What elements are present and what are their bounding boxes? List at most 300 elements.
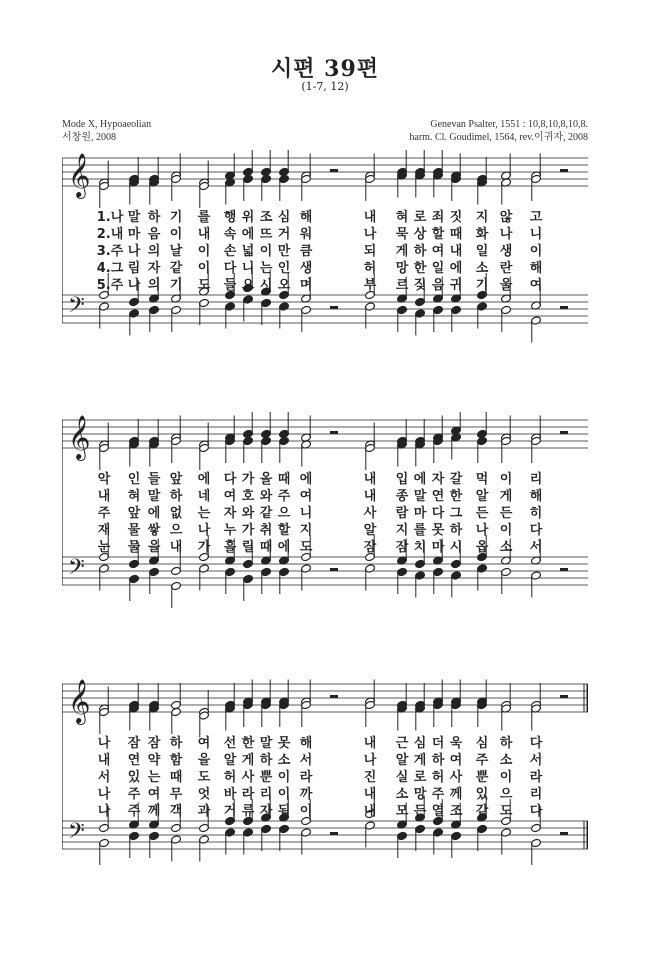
lyric-syllable: 짖	[413, 278, 427, 293]
lyric-syllable: 도	[197, 278, 211, 293]
lyric-syllable: 연	[431, 489, 445, 504]
lyric-syllable: 진	[363, 770, 377, 785]
note	[415, 571, 426, 598]
lyric-syllable: 오	[277, 278, 291, 293]
lyric-syllable: 해	[529, 261, 543, 276]
note	[477, 178, 488, 205]
lyric-syllable: 기	[475, 278, 489, 293]
lyric-syllable: 여	[147, 787, 161, 802]
note	[99, 181, 110, 208]
lyric-syllable: 다	[431, 506, 445, 521]
half-rest-icon	[330, 568, 338, 571]
verse-range: (1-7, 12)	[301, 80, 349, 93]
note	[225, 436, 236, 463]
note	[261, 150, 272, 177]
lyric-syllable: 리	[259, 787, 273, 802]
verse-line	[62, 519, 588, 536]
lyric-syllable: 게	[499, 489, 513, 504]
note	[199, 298, 210, 325]
lyric-syllable: 내	[363, 210, 377, 225]
lyric-syllable: 나	[475, 523, 489, 538]
verse-line	[62, 749, 588, 766]
lyric-syllable: 뿐	[475, 770, 489, 785]
note	[243, 574, 254, 601]
note	[279, 412, 290, 439]
lyric-syllable: 조	[259, 210, 273, 225]
note	[99, 302, 110, 329]
note	[477, 564, 488, 591]
note	[301, 416, 312, 443]
lyric-syllable: 조	[449, 804, 463, 819]
verse-line	[62, 257, 588, 274]
note	[129, 440, 140, 467]
lyric-syllable: 내	[197, 227, 211, 242]
lyric-syllable: 생	[299, 261, 313, 276]
harmonization-credit: harm. Cl. Goudimel, 1564, rev.이귀자, 2008	[409, 132, 588, 143]
note	[199, 443, 210, 470]
lyric-syllable: 소	[395, 787, 409, 802]
note	[199, 835, 210, 862]
note	[199, 564, 210, 591]
lyric-syllable: 가	[241, 523, 255, 538]
lyric-syllable: 서	[97, 770, 111, 785]
note	[99, 564, 110, 591]
lyric-syllable: 뜨	[259, 227, 273, 242]
lyric-syllable: 실	[395, 770, 409, 785]
note	[531, 838, 542, 865]
note	[397, 831, 408, 858]
lyric-syllable: 할	[277, 523, 291, 538]
lyric-syllable: 하	[259, 753, 273, 768]
lyric-syllable: 워	[299, 227, 313, 242]
lyric-syllable: 게	[395, 244, 409, 259]
note	[501, 828, 512, 855]
lyric-syllable: 에	[413, 472, 427, 487]
lyric-syllable: 자	[259, 804, 273, 819]
lyric-syllable: 를	[197, 210, 211, 225]
lyric-syllable: 으	[499, 787, 513, 802]
lyric-syllable: 사	[449, 770, 463, 785]
lyric-syllable: 일	[431, 261, 445, 276]
note	[477, 436, 488, 463]
lyric-syllable: 께	[147, 804, 161, 819]
lyric-syllable: 더	[431, 736, 445, 751]
lyric-syllable: 는	[259, 261, 273, 276]
lyric-syllable: 연	[127, 753, 141, 768]
note	[301, 305, 312, 332]
lyric-syllable: 말	[413, 489, 427, 504]
lyric-syllable: 일	[475, 244, 489, 259]
note	[433, 305, 444, 332]
lyric-syllable: 나	[363, 753, 377, 768]
lyric-syllable: 지	[395, 523, 409, 538]
lyric-syllable: 니	[529, 227, 543, 242]
lyric-syllable: 열	[431, 804, 445, 819]
lyric-syllable: 속	[223, 227, 237, 242]
lyric-syllable: 부	[363, 278, 377, 293]
lyric-syllable: 뿐	[259, 770, 273, 785]
treble-staff	[62, 412, 588, 470]
lyric-syllable: 다	[529, 736, 543, 751]
lyric-syllable: 심	[413, 736, 427, 751]
lyric-syllable: 음	[147, 227, 161, 242]
note	[171, 305, 182, 332]
lyric-syllable: 소	[499, 540, 513, 555]
lyric-syllable: 이	[197, 244, 211, 259]
lyric-syllable: 이	[277, 787, 291, 802]
note	[99, 443, 110, 470]
lyric-syllable: 나	[97, 736, 111, 751]
lyric-syllable: 누	[223, 523, 237, 538]
verse-line	[62, 502, 588, 519]
lyric-syllable: 죄	[431, 210, 445, 225]
note	[531, 316, 542, 343]
lyric-syllable: 허	[363, 261, 377, 276]
treble-staff	[62, 679, 588, 738]
lyric-syllable: 여	[431, 244, 445, 259]
note	[171, 683, 182, 710]
lyric-syllable: 나	[499, 227, 513, 242]
lyric-syllable: 이	[499, 472, 513, 487]
note	[243, 700, 254, 727]
lyric-syllable: 의	[147, 278, 161, 293]
note	[279, 150, 290, 177]
lyric-syllable: 에	[241, 227, 255, 242]
verse-line	[62, 468, 588, 485]
lyric-syllable: 들	[223, 278, 237, 293]
lyric-syllable: 이	[259, 244, 273, 259]
verse-line	[62, 223, 588, 240]
note	[225, 154, 236, 181]
lyric-syllable: 르	[395, 278, 409, 293]
lyric-syllable: 주	[127, 804, 141, 819]
lyric-syllable: 다	[223, 261, 237, 276]
music-system-1	[62, 150, 588, 350]
lyric-syllable: 든	[475, 506, 489, 521]
lyric-syllable: 림	[127, 261, 141, 276]
note	[129, 831, 140, 858]
treble-staff	[62, 150, 588, 208]
half-rest-icon	[560, 832, 568, 835]
lyric-syllable: 한	[413, 261, 427, 276]
lyric-syllable: 함	[169, 753, 183, 768]
lyric-syllable: 사	[363, 506, 377, 521]
lyric-syllable: 의	[147, 244, 161, 259]
lyric-syllable: 에	[147, 506, 161, 521]
note	[477, 824, 488, 851]
lyric-syllable: 옵	[475, 540, 489, 555]
lyric-syllable: 앞	[127, 506, 141, 521]
lyric-syllable: 잠	[127, 736, 141, 751]
note	[261, 298, 272, 325]
note	[477, 412, 488, 439]
lyric-syllable: 말	[259, 736, 273, 751]
lyric-syllable: 날	[169, 244, 183, 259]
lyric-syllable: 때	[449, 227, 463, 242]
note	[225, 828, 236, 855]
music-system-2	[62, 412, 588, 612]
lyric-syllable: 릴	[241, 540, 255, 555]
note	[415, 704, 426, 731]
lyric-syllable: 자	[431, 472, 445, 487]
note	[365, 174, 376, 201]
lyric-syllable: 욱	[449, 736, 463, 751]
lyric-syllable: 호	[241, 489, 255, 504]
lyric-syllable: 나	[97, 787, 111, 802]
lyric-syllable: 여	[223, 489, 237, 504]
note	[531, 436, 542, 463]
lyric-syllable: 화	[475, 227, 489, 242]
lyric-syllable: 마	[127, 227, 141, 242]
lyric-syllable: 주	[97, 506, 111, 521]
lyric-syllable: 게	[241, 753, 255, 768]
lyric-syllable: 먹	[475, 472, 489, 487]
lyric-syllable: 도	[299, 540, 313, 555]
lyric-syllable: 거	[223, 804, 237, 819]
lyric-syllable: 히	[529, 506, 543, 521]
lyric-syllable: 때	[259, 540, 273, 555]
note	[477, 700, 488, 727]
lyric-syllable: 위	[241, 210, 255, 225]
note	[279, 174, 290, 201]
note	[501, 436, 512, 463]
lyric-syllable: 마	[431, 540, 445, 555]
lyric-syllable: 잠	[363, 540, 377, 555]
lyric-syllable: 이	[499, 770, 513, 785]
note	[365, 302, 376, 329]
lyric-syllable: 게	[413, 753, 427, 768]
music-system-3	[62, 676, 588, 876]
lyric-syllable: 하	[413, 244, 427, 259]
lyric-syllable: 서	[529, 540, 543, 555]
lyric-syllable: 망	[413, 787, 427, 802]
note	[261, 700, 272, 727]
lyric-syllable: 치	[413, 540, 427, 555]
lyric-syllable: 인	[277, 261, 291, 276]
note	[225, 178, 236, 205]
lyric-syllable: 알	[223, 753, 237, 768]
lyric-syllable: 이	[169, 227, 183, 242]
note	[451, 831, 462, 858]
lyric-syllable: 에	[449, 261, 463, 276]
lyric-syllable: 큼	[299, 244, 313, 259]
note	[243, 174, 254, 201]
lyric-syllable: 해	[299, 736, 313, 751]
half-rest-icon	[560, 695, 568, 698]
note	[397, 440, 408, 467]
lyric-syllable: 알	[475, 489, 489, 504]
lyric-syllable: 기	[169, 210, 183, 225]
note	[149, 178, 160, 205]
lyric-syllable: 소	[277, 753, 291, 768]
lyric-syllable: 하	[499, 736, 513, 751]
lyric-syllable: 없	[169, 506, 183, 521]
lyric-syllable: 알	[363, 523, 377, 538]
note	[199, 181, 210, 208]
lyric-syllable: 혀	[127, 489, 141, 504]
lyric-syllable: 갈	[449, 472, 463, 487]
lyric-syllable: 근	[395, 736, 409, 751]
note	[451, 433, 462, 460]
lyric-syllable: 주	[475, 753, 489, 768]
lyric-syllable: 와	[259, 489, 273, 504]
treble-clef-icon: 𝄞	[68, 153, 91, 197]
lyric-syllable: 사	[241, 770, 255, 785]
note	[501, 704, 512, 731]
lyric-syllable: 든	[413, 804, 427, 819]
lyric-syllable: 으	[169, 523, 183, 538]
lyric-syllable: 니	[299, 506, 313, 521]
lyric-syllable: 흘	[223, 540, 237, 555]
note	[243, 295, 254, 322]
hymn-title: 시편 39편	[270, 56, 380, 82]
lyric-syllable: 다	[529, 804, 543, 819]
note	[397, 305, 408, 332]
note	[279, 700, 290, 727]
lyric-syllable: 주	[277, 489, 291, 504]
lyric-syllable: 재	[97, 523, 111, 538]
note	[261, 174, 272, 201]
lyrics-block	[62, 732, 588, 817]
note	[149, 305, 160, 332]
lyric-syllable: 한	[241, 736, 255, 751]
lyric-syllable: 시	[259, 278, 273, 293]
lyric-syllable: 쌓	[147, 523, 161, 538]
lyric-syllable: 내	[363, 736, 377, 751]
note	[501, 154, 512, 181]
lyric-syllable: 눈	[97, 540, 111, 555]
half-rest-icon	[330, 695, 338, 698]
note	[261, 824, 272, 851]
lyric-syllable: 내	[363, 787, 377, 802]
lyric-syllable: 가	[197, 540, 211, 555]
lyric-syllable: 는	[197, 506, 211, 521]
note	[171, 581, 182, 608]
note	[301, 828, 312, 855]
bass-clef-icon: 𝄢	[68, 555, 85, 585]
lyric-syllable: 에	[277, 540, 291, 555]
lyric-syllable: 객	[169, 804, 183, 819]
left-credit	[62, 118, 151, 144]
note	[171, 707, 182, 734]
lyric-syllable: 니	[241, 261, 255, 276]
lyric-syllable: 있	[475, 787, 489, 802]
lyric-syllable: 악	[97, 472, 111, 487]
lyric-syllable: 그	[449, 506, 463, 521]
lyric-syllable: 선	[223, 736, 237, 751]
note	[531, 174, 542, 201]
lyric-syllable: 같	[475, 804, 489, 819]
half-rest-icon	[560, 568, 568, 571]
lyric-syllable: 마	[413, 506, 427, 521]
lyric-syllable: 여	[197, 736, 211, 751]
note	[243, 412, 254, 439]
note	[149, 831, 160, 858]
lyric-syllable: 란	[499, 261, 513, 276]
lyric-syllable: 말	[127, 210, 141, 225]
lyric-syllable: 내	[97, 753, 111, 768]
lyric-syllable: 나	[363, 227, 377, 242]
lyric-syllable: 할	[431, 227, 445, 242]
note	[531, 704, 542, 731]
note	[279, 824, 290, 851]
lyric-syllable: 자	[223, 506, 237, 521]
lyric-syllable: 취	[259, 523, 273, 538]
lyric-syllable: 주	[127, 787, 141, 802]
lyric-syllable: 들	[147, 472, 161, 487]
lyric-syllable: 3.주	[96, 244, 124, 259]
lyric-syllable: 내	[449, 244, 463, 259]
verse-line	[62, 732, 588, 749]
lyric-syllable: 여	[529, 278, 543, 293]
lyric-syllable: 음	[431, 278, 445, 293]
lyric-syllable: 한	[449, 489, 463, 504]
lyric-syllable: 같	[259, 506, 273, 521]
note	[171, 835, 182, 862]
note	[129, 178, 140, 205]
lyric-syllable: 울	[499, 278, 513, 293]
lyric-syllable: 생	[499, 244, 513, 259]
verse-line	[62, 206, 588, 223]
lyric-syllable: 다	[223, 472, 237, 487]
lyric-syllable: 하	[169, 736, 183, 751]
note	[501, 178, 512, 205]
note	[129, 574, 140, 601]
lyric-syllable: 내	[363, 472, 377, 487]
bass-clef-icon: 𝄢	[68, 293, 85, 323]
lyric-syllable: 때	[169, 770, 183, 785]
note	[243, 150, 254, 177]
note	[301, 174, 312, 201]
lyric-syllable: 하	[449, 523, 463, 538]
lyric-syllable: 2.내	[96, 227, 124, 242]
lyric-syllable: 나	[127, 278, 141, 293]
lyric-syllable: 내	[363, 489, 377, 504]
lyric-syllable: 라	[241, 787, 255, 802]
lyric-syllable: 나	[127, 244, 141, 259]
lyric-syllable: 않	[499, 210, 513, 225]
note	[261, 567, 272, 594]
lyric-syllable: 거	[277, 227, 291, 242]
lyric-syllable: 류	[241, 804, 255, 819]
lyric-syllable: 다	[529, 523, 543, 538]
lyric-syllable: 과	[197, 804, 211, 819]
note	[451, 700, 462, 727]
lyric-syllable: 시	[449, 540, 463, 555]
lyric-syllable: 리	[529, 787, 543, 802]
right-credit	[409, 118, 588, 144]
note	[451, 571, 462, 598]
note	[397, 704, 408, 731]
lyric-syllable: 내	[169, 540, 183, 555]
mode-credit: Mode X, Hypoaeolian	[62, 119, 152, 130]
verse-line	[62, 536, 588, 553]
note	[279, 436, 290, 463]
verse-line	[62, 240, 588, 257]
lyric-syllable: 와	[241, 506, 255, 521]
lyric-syllable: 이	[197, 261, 211, 276]
note	[415, 824, 426, 851]
lyric-syllable: 해	[299, 210, 313, 225]
note	[451, 412, 462, 435]
note	[301, 440, 312, 467]
note	[149, 704, 160, 731]
lyric-syllable: 못	[431, 523, 445, 538]
lyric-syllable: 지	[475, 210, 489, 225]
lyric-syllable: 라	[529, 770, 543, 785]
lyric-syllable: 입	[395, 472, 409, 487]
lyric-syllable: 는	[147, 770, 161, 785]
